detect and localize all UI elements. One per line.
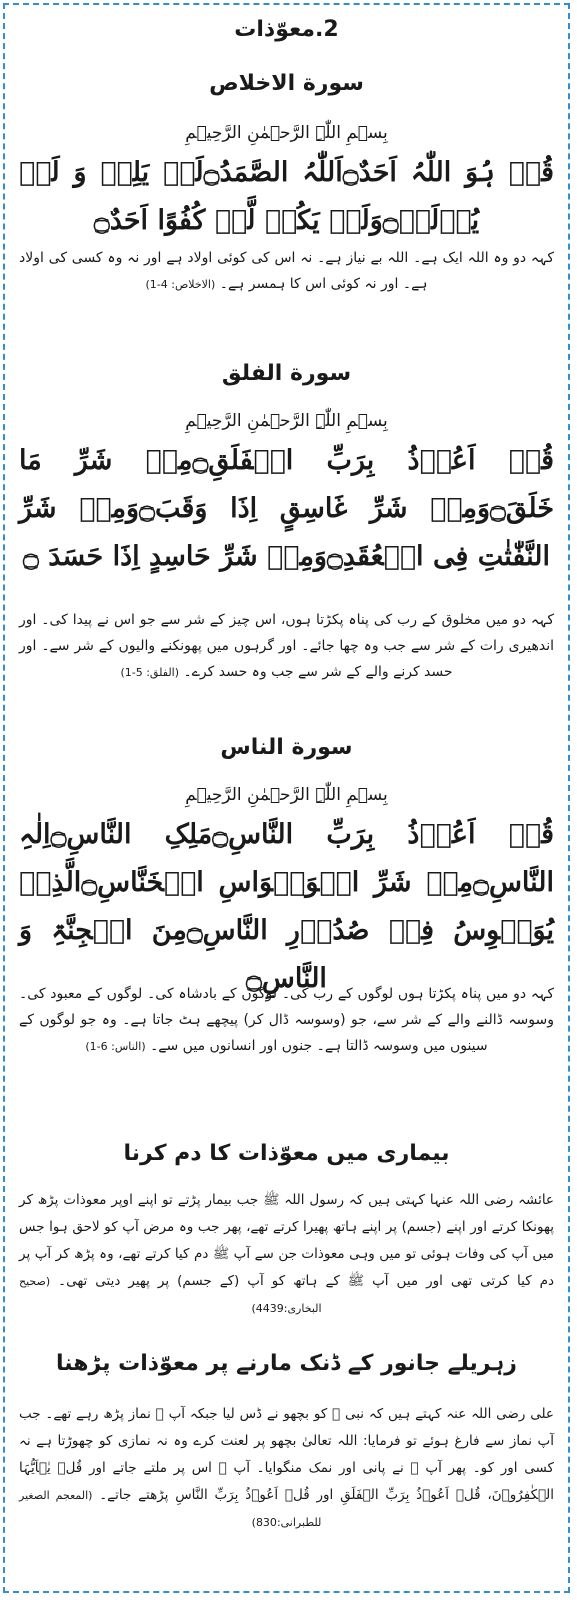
translation-falaq [19,607,554,686]
section-heading: بیماری میں معوّذات کا دم کرنا [123,1141,450,1166]
bismillah: بِسۡمِ اللّٰہِ الرَّحۡمٰنِ الرَّحِیۡمِ [185,411,388,431]
page-title: 2.معوّذات [234,17,339,42]
ayah-text-nas: قُلۡ اَعُوۡذُ بِرَبِّ النَّاسِ۝مَلِکِ النَّاسِ۝اِلٰہِ النَّاسِ۝مِنۡ شَرِّ الۡوَسۡوَاسِ الۡخَنَّاسِ۝الَّذِیۡ یُوَسۡوِسُ فِیۡ صُدُوۡرِ النَّاسِ۝مِنَ الۡجِنَّۃِ وَ النَّاسِ۝ [19,819,554,994]
translation-text: کہہ دو وہ اللہ ایک ہے۔ اللہ بے نیاز ہے۔ نہ اس کی کوئی اولاد ہے اور نہ وہ کسی کی اولاد ہے۔ اور نہ کوئی اس کا ہمسر ہے۔ [19,250,554,292]
translation-text: کہہ دو میں پناہ پکڑتا ہوں لوگوں کے رب کی۔ لوگوں کے بادشاہ کی۔ لوگوں کے معبود کی۔ وسوسہ ڈالنے والے کے شر سے، جو (وسوسہ ڈال کر) پیچھے ہٹ جاتا ہے۔ وہ جو لوگوں کے سینوں میں وسوسہ ڈالتا ہے۔ جنوں اور انسانوں میں سے۔ [19,986,554,1054]
translation-nas [19,981,554,1060]
page-frame [3,3,570,1593]
section-heading: زہریلے جانور کے ڈنک مارنے پر معوّذات پڑھنا [56,1351,517,1376]
ayah-text-ikhlas: قُلۡ ہُوَ اللّٰہُ اَحَدٌ۝اَللّٰہُ الصَّمَدُ۝لَمۡ یَلِدۡ وَ لَمۡ یُوۡلَدۡ۝وَلَمۡ یَکُنۡ لَّہٗ کُفُوًا اَحَدٌ۝ [19,157,554,236]
ayah-text-falaq: قُلۡ اَعُوۡذُ بِرَبِّ الۡفَلَقِ۝مِنۡ شَرِّ مَا خَلَقَ۝وَمِنۡ شَرِّ غَاسِقٍ اِذَا وَقَبَ۝وَمِنۡ شَرِّ النَّفّٰثٰتِ فِی الۡعُقَدِ۝وَمِنۡ شَرِّ حَاسِدٍ اِذَا حَسَدَ ۝ [19,445,555,572]
reference: (المعجم الصغیر للطبرانی:830) [19,1489,322,1529]
hadith-paragraph [19,1187,554,1322]
bismillah: بِسۡمِ اللّٰہِ الرَّحۡمٰنِ الرَّحِیۡمِ [185,785,388,805]
translation-ikhlas [19,245,554,298]
translation-text: کہہ دو میں مخلوق کے رب کی پناہ پکڑتا ہوں، اس چیز کے شر سے جو اس نے پیدا کی۔ اور اندھیری رات کے شر سے جب وہ چھا جائے۔ اور گرہوں میں پھونکنے والیوں کے شر سے۔ اور حسد کرنے والے کے شر سے جب وہ حسد کرے۔ [19,612,554,680]
reference: (الاخلاص: 4-1) [145,278,216,291]
surah-title-ikhlas: سورة الاخلاص [209,71,364,96]
hadith-text: علی رضی اللہ عنہ کہتے ہیں کہ نبی ﷺ کو بچھو نے ڈس لیا جبکہ آپ ﷺ نماز پڑھ رہے تھے۔ جب آپ نماز سے فارغ ہوئے تو فرمایا: اللہ تعالیٰ بچھو پر لعنت کرے وہ نہ نمازی کو چھوڑتا ہے نہ کسی اور کو۔ پھر آپ ﷺ نے پانی اور نمک منگوایا۔ آپ ﷺ اس پر ملتے جاتے اور قُلۡ یٰۤاَیُّہَا الۡکٰفِرُوۡنَ، قُلۡ اَعُوۡذُ بِرَبِّ الۡفَلَقِ اور قُلۡ اَعُوۡذُ بِرَبِّ النَّاسِ پڑھتے جاتے۔ [19,1406,554,1503]
reference: (صحیح البخاری:4439) [19,1275,322,1315]
reference: (الفلق: 5-1) [120,666,180,679]
reference: (الناس: 6-1) [85,1040,146,1053]
surah-title-nas: سورة الناس [220,735,353,760]
hadith-text: عائشہ رضی اللہ عنہا کہتی ہیں کہ رسول اللہ ﷺ جب بیمار پڑتے تو اپنے اوپر معوذات پڑھ کر پھونکا کرتے اور اپنے (جسم) پر اپنے ہاتھ پھیرا کرتے تھے، پھر جب وہ مرض آپ کو لاحق ہوا جس میں آپ کی وفات ہوئی تو میں وہی معوذات جن سے آپ ﷺ دم کیا کرتے تھے، وہ پڑھ کر آپ پر دم کیا کرتی تھی اور میں آپ ﷺ کے ہاتھ کو آپ (کے جسم) پر پھیر دیتی تھی۔ [19,1192,554,1289]
surah-title-falaq: سورة الفلق [221,361,352,386]
bismillah: بِسۡمِ اللّٰہِ الرَّحۡمٰنِ الرَّحِیۡمِ [185,123,388,143]
hadith-paragraph [19,1401,554,1536]
